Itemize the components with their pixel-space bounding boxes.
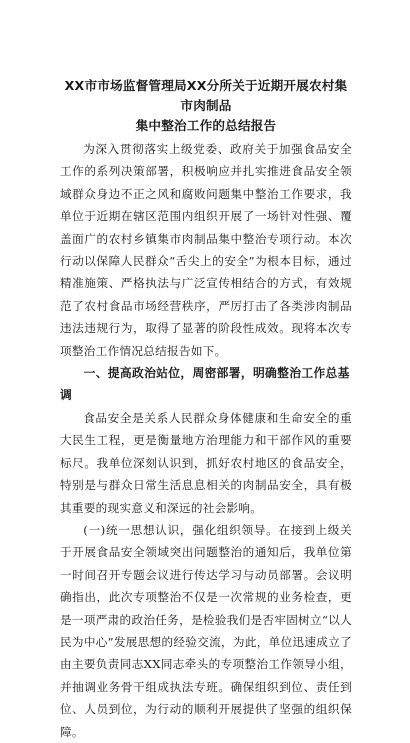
title-line-1: XX市市场监督管理局XX分所关于近期开展农村集市肉制品 — [64, 78, 348, 113]
section-1-heading: 一、提高政治站位，周密部署，明确整治工作总基调 — [60, 366, 350, 403]
intro-paragraph: 为深入贯彻落实上级党委、政府关于加强食品安全工作的系列决策部署，积极响应并扎实推进食品安全领域群众身边不正之风和腐败问题集中整治工作要求，我单位于近期在辖区范围内组织开展了一场针对性强、覆盖面广的农村乡镇集市肉制品集中整治专项行动。本次行动以保障人民群众“舌尖上的安全”为根本目标，通过精准施策、严格执法与广泛宣传相结合的方式，有效规范了农村食品市场经营秩序，严厉打击了各类涉肉制品违法违规行为，取得了显著的阶段性成效。现将本次专项整治工作情况总结报告如下。 — [60, 142, 352, 358]
section-1-paragraph: 食品安全是关系人民群众身体健康和生命安全的重大民生工程，更是衡量地方治理能力和干部作风的重要标尺。我单位深刻认识到，抓好农村地区的食品安全，特别是与群众日常生活息息相关的肉制品安全，具有极其重要的现实意义和深远的社会影响。 — [60, 410, 352, 515]
title-line-2: 集中整治工作的总结报告 — [135, 118, 277, 133]
subsection-1-paragraph: (一)统一思想认识，强化组织领导。在接到上级关于开展食品安全领域突出问题整治的通知后，我单位第一时间召开专题会议进行传达学习与动员部署。会议明确指出，此次专项整治不仅是一次常规的业务检查，更是一项严肃的政治任务，是检验我们是否牢固树立“以人民为中心”发展思想的经验交流，为此，单位迅速成立了由主要负责同志XX同志牵头的专项整治工作领导小组，并抽调业务骨干组成执法专班。确保组织到位、责任到位、人员到位，为行动的顺利开展提供了坚强的组织保障。 — [60, 522, 352, 739]
document-title — [60, 76, 352, 136]
